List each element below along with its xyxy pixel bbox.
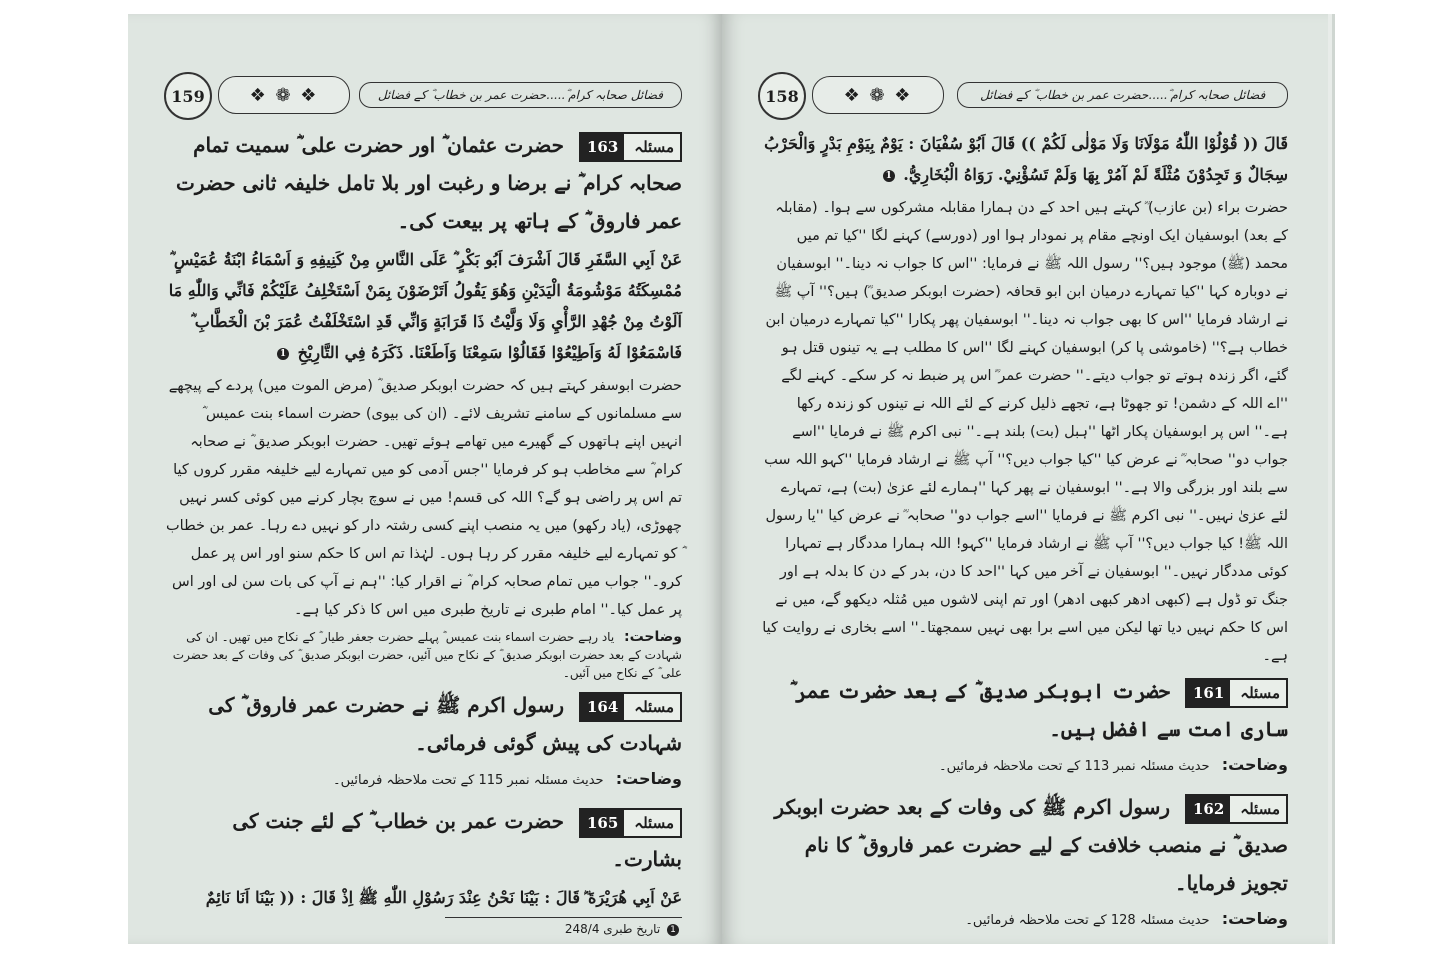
explanation-note [166,628,682,682]
wazahat-label: وضاحت: [615,769,682,788]
arabic-hadith [166,244,682,368]
masala-number: 161 [1187,680,1230,706]
wazahat [166,766,682,794]
masala-badge [579,808,682,838]
page-content [166,126,682,936]
masala-label: مسئلہ [634,137,674,156]
masala-heading [760,788,1288,902]
masala-label: مسئلہ [1240,799,1280,818]
urdu-translation: حضرت ابوسفر کہتے ہیں کہ حضرت ابوبکر صدیق ؓ (مرض الموت میں) پردے کے پیچھے سے مسلمانوں کے سامنے تشریف لائے۔ (ان کی بیوی) حضرت اسماء بنت عمیس ؓ انہیں اپنے ہاتھوں کے گھیرے میں تھامے ہوئے تھیں۔ حضرت ابوبکر صدیق ؓ نے صحابہ کرام ؓ سے مخاطب ہو کر فرمایا ''جس آدمی کو میں تمہارے لیے خلیفہ مقرر کروں کیا تم اس پر راضی ہو گے؟ اللہ کی قسم! میں نے سوچ بچار کرنے میں کوئی کسر نہیں چھوڑی، (یاد رکھو) میں یہ منصب اپنے کسی رشتہ دار کو نہیں دے رہا۔ عمر بن خطاب ؓ کو تمہارے لیے خلیفہ مقرر کر رہا ہوں۔ لہٰذا تم اس کا حکم سنو اور اس پر عمل کرو۔'' جواب میں تمام صحابہ کرام ؓ نے اقرار کیا: ''ہم نے آپ کی بات سن لی اور اس پر عمل کیا۔'' امام طبری نے تاریخ طبری میں اس کا ذکر کیا ہے۔ [166,378,682,618]
footnote-text: تاریخ طبری 248/4 [564,922,661,936]
arabic-hadith: عَنْ اَبِي هُرَيْرَةَ ؓ قَالَ : بَيْنَا نَحْنُ عِنْدَ رَسُوْلِ اللّٰهِ ﷺ اِذْ قَالَ : (( بَيْنَا اَنَا نَائِمٌ [205,888,682,907]
masala-label: مسئلہ [1240,683,1280,702]
wazahat [760,906,1288,934]
footnote [166,920,682,938]
masala-badge [1185,678,1288,708]
masala-label: مسئلہ [634,697,674,716]
masala-heading [166,686,682,762]
footnote-rule [445,917,682,918]
header-ornament-icon: ❖ ❁ ❖ [812,76,944,114]
footnote-marker-icon: 1 [277,348,289,360]
note-text: یاد رہے حضرت اسماء بنت عمیس ؓ پہلے حضرت جعفر طیار ؓ کے نکاح میں تھیں۔ ان کی شہادت کے بعد حضرت ابوبکر صدیق ؓ کے نکاح میں آئیں، حضرت ابوبکر صدیق ؓ کی وفات کے بعد حضرت علی ؓ کے نکاح میں آئیں۔ [172,630,682,680]
masala-heading [166,802,682,878]
masala-text: حضرت ابوبکر صدیق ؓ کے بعد حضرت عمر ؓ ساری امت سے افضل ہیں۔ [790,679,1288,741]
footnote-marker-icon: 1 [883,170,895,182]
masala-label: مسئلہ [634,813,674,832]
header-ornament-icon: ❖ ❁ ❖ [218,76,350,114]
masala-heading [760,672,1288,748]
masala-badge [1185,794,1288,824]
masala-badge [579,132,682,162]
page-header [758,72,1288,116]
page-number: 159 [164,72,212,120]
wazahat-label: وضاحت: [1221,909,1288,928]
wazahat-text: حدیث مسئلہ 128 کے تحت ملاحظہ فرمائیں۔ [965,913,1210,928]
page-158 [722,14,1328,944]
wazahat [760,752,1288,780]
running-title: فضائل صحابہ کرام ؓ.....حضرت عمر بن خطاب ؓ کے فضائل [359,82,682,108]
wazahat-text: حدیث مسئلہ نمبر 115 کے تحت ملاحظہ فرمائیں۔ [332,773,604,788]
urdu-translation: حضرت براء (بن عازب) ؓ کہتے ہیں احد کے دن ہمارا مقابلہ مشرکوں سے ہوا۔ (مقابلہ کے بعد) ابوسفیان ایک اونچے مقام پر نمودار ہوا اور (دورسے) کہنے لگا ''کیا تم میں محمد (ﷺ) موجود ہیں؟'' رسول اللہ ﷺ نے فرمایا: ''اس کا جواب نہ دینا۔'' ابوسفیان نے دوبارہ کہا ''کیا تمہارے درمیان ابن ابو قحافہ (حضرت ابوبکر صدیق ؓ) ہیں؟'' آپ ﷺ نے ارشاد فرمایا ''اس کا بھی جواب نہ دینا۔'' ابوسفیان پھر پکارا ''کیا تمہارے درمیان ابن خطاب ہے؟'' (خاموشی پا کر) ابوسفیان کہنے لگا ''اس کا مطلب ہے یہ تینوں قتل ہو گئے، اگر زندہ ہوتے تو جواب دیتے۔'' حضرت عمر ؓ اس پر ضبط نہ کر سکے۔ کہنے لگے ''اے اللہ کے دشمن! تو جھوٹا ہے، تجھے ذلیل کرنے کے لئے اللہ نے تینوں کو زندہ رکھا ہے۔'' اس پر ابوسفیان پکار اٹھا ''ہبل (بت) بلند ہے۔'' نبی اکرم ﷺ نے فرمایا ''اسے جواب دو'' صحابہ ؓ نے عرض کیا ''کیا جواب دیں؟'' آپ ﷺ نے ارشاد فرمایا ''کہو اللہ سب سے بلند اور بزرگی والا ہے۔'' ابوسفیان نے پھر کہا ''ہمارے لئے عزیٰ (بت) ہے، تمہارے لئے عزیٰ نہیں۔'' نبی اکرم ﷺ نے فرمایا ''اسے جواب دو'' صحابہ ؓ نے عرض کیا ''یا رسول اللہ ﷺ! کیا جواب دیں؟'' آپ ﷺ نے ارشاد فرمایا ''کہو! اللہ ہمارا مددگار ہے تمہارا کوئی مددگار نہیں۔'' ابوسفیان نے آخر میں کہا ''احد کا دن، بدر کے دن کا بدلہ ہے اور جنگ تو ڈول ہے (کبھی ادھر کبھی ادھر) اور تم اپنی لاشوں میں مُثلہ دیکھو گے، میں نے اس کا حکم نہیں دیا تھا لیکن میں اسے برا بھی نہیں سمجھتا۔'' اسے بخاری نے روایت کیا ہے۔ [762,200,1288,664]
masala-heading [166,126,682,240]
book-spread [128,14,1328,944]
page-content [760,126,1288,928]
masala-badge [579,692,682,722]
masala-number: 165 [581,810,624,836]
masala-text: حضرت عمر بن خطاب ؓ کے لئے جنت کی بشارت۔ [232,809,682,871]
page-159 [128,14,722,944]
masala-number: 164 [581,694,624,720]
page-number: 158 [758,72,806,120]
wazahat-text: حدیث مسئلہ نمبر 113 کے تحت ملاحظہ فرمائیں۔ [938,759,1210,774]
arabic-text: عَنْ اَبِي السَّفَرِ قَالَ اَشْرَفَ اَبُو بَكْرٍ ؓ عَلَى النَّاسِ مِنْ كَنِيفِهِ وَ اَسْمَاءُ ابْنَةُ عُمَيْسٍ ؓ مُمْسِكَتُهُ مَوْشُومَةُ الْيَدَيْنِ وَهُوَ يَقُولُ اَتَرْضَوْنَ بِمَنْ اَسْتَخْلِفُ عَلَيْكُمْ فَانِّي وَاللّٰهِ مَا اَلَوْتُ مِنْ جُهْدِ الرَّأْيِ وَلَا وَلَّيْتُ ذَا قَرَابَةٍ وَانِّي قَدِ اسْتَخْلَفْتُ عُمَرَ بْنَ الْخَطَّابِ ؓ فَاسْمَعُوْا لَهُ وَاَطِيْعُوْا فَقَالُوْا سَمِعْنَا وَاَطَعْنَا. ذَكَرَهُ فِي التَّارِيْخِ [168,250,682,362]
running-title: فضائل صحابہ کرام ؓ.....حضرت عمر بن خطاب ؓ کے فضائل [957,82,1288,108]
masala-number: 163 [581,134,624,160]
wazahat-label: وضاحت: [1221,755,1288,774]
masala-number: 162 [1187,796,1230,822]
masala-text: حضرت عثمان ؓ اور حضرت علی ؓ سمیت تمام صحابہ کرام ؓ نے برضا و رغبت اور بلا تامل خلیفہ ثانی حضرت عمر فاروق ؓ کے ہاتھ پر بیعت کی۔ [176,133,682,233]
arabic-hadith [760,128,1288,190]
footnote-marker-icon: 1 [667,924,679,936]
masala-text: رسول اکرم ﷺ نے حضرت عمر فاروق ؓ کی شہادت کی پیش گوئی فرمائی۔ [208,693,682,755]
masala-text: رسول اکرم ﷺ کی وفات کے بعد حضرت ابوبکر صدیق ؓ نے منصب خلافت کے لیے حضرت عمر فاروق ؓ کا نام تجویز فرمایا۔ [774,795,1288,895]
page-header [164,72,682,116]
arabic-text: قَالَ (( قُوْلُوْا اللّٰهُ مَوْلَانَا وَلَا مَوْلٰى لَكُمْ )) قَالَ اَبُوْ سُفْيَانَ : يَوْمٌ بِيَوْمِ بَدْرٍ وَالْحَرْبُ سِجَالٌ وَ تَجِدُوْنَ مُثْلَةً لَمْ آمُرْ بِهَا وَلَمْ تَسُؤْنِيْ. رَوَاهُ الْبُخَارِيُّ. [764,134,1288,184]
note-label: وضاحت: [624,629,682,645]
